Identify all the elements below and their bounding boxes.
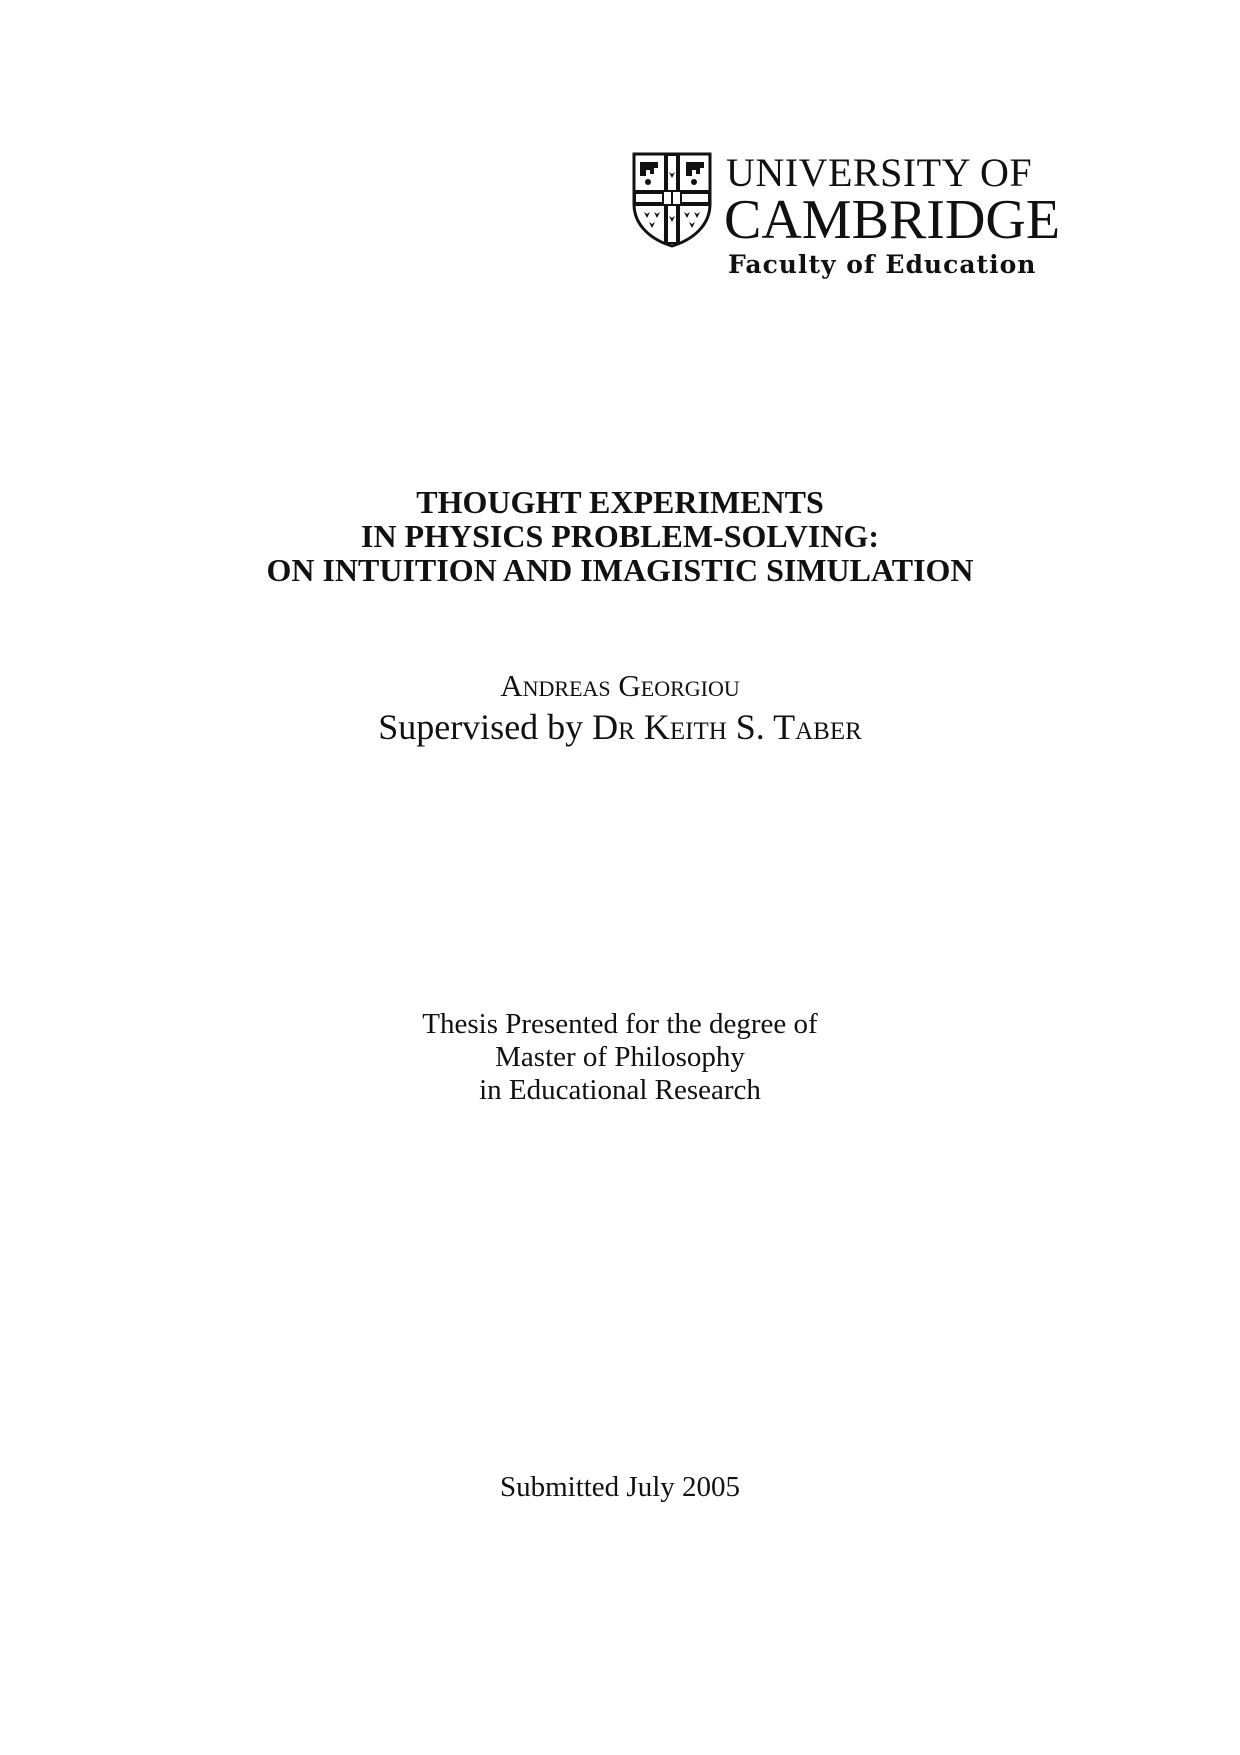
- author-block: [0, 666, 1240, 748]
- thesis-title: [0, 485, 1240, 587]
- supervisor-line: [0, 706, 1240, 748]
- title-line-2: IN PHYSICS PROBLEM-SOLVING:: [360, 518, 879, 554]
- degree-statement: [0, 1008, 1240, 1107]
- supervisor-prefix: Supervised by: [378, 707, 593, 747]
- logo-text-university-of: UNIVERSITY OF: [726, 150, 1033, 195]
- submission-date: Submitted July 2005: [499, 1471, 741, 1503]
- faculty-name: Faculty of Education: [728, 250, 1037, 279]
- degree-line-1: Thesis Presented for the degree of: [422, 1008, 818, 1040]
- supervisor-name: Dr Keith S. Taber: [592, 707, 862, 747]
- degree-line-2: Master of Philosophy: [495, 1041, 745, 1073]
- degree-line-3: in Educational Research: [479, 1074, 761, 1106]
- title-line-3: ON INTUITION AND IMAGISTIC SIMULATION: [266, 552, 974, 588]
- university-crest-icon: [632, 152, 712, 248]
- author-name: Andreas Georgiou: [500, 668, 740, 703]
- logo-text-cambridge: CAMBRIDGE: [724, 189, 1061, 251]
- title-line-1: THOUGHT EXPERIMENTS: [416, 484, 824, 520]
- university-logo: [632, 150, 1092, 280]
